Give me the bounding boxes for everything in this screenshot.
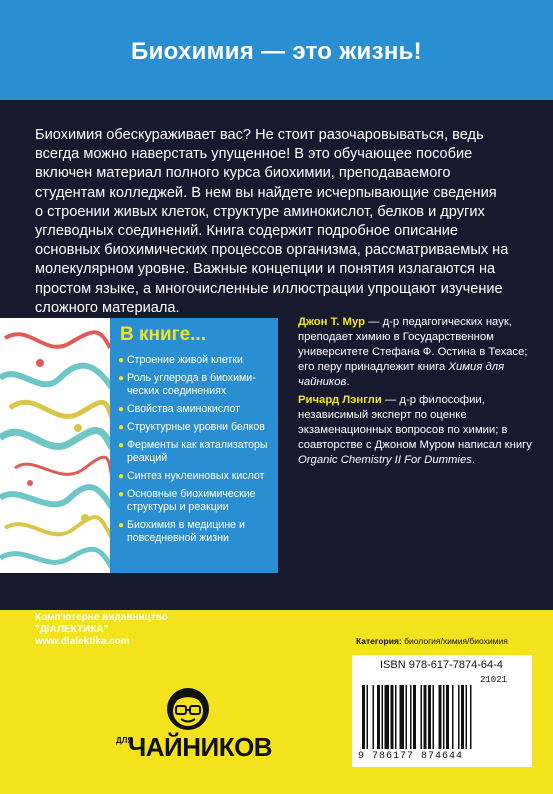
list-item-label: Ферменты как катализаторы реакций bbox=[127, 439, 268, 464]
bullet-icon: ● bbox=[118, 373, 125, 384]
bullet-icon: ● bbox=[118, 404, 125, 415]
author-bio-tail: . bbox=[346, 376, 350, 388]
author-book-title: Химия для чайников bbox=[298, 361, 505, 388]
bullet-icon: ● bbox=[118, 422, 125, 433]
barcode-box bbox=[352, 655, 532, 767]
description-line: молекулярном уровне. Важные концепции и понятия излагаются на bbox=[35, 261, 496, 278]
description-line: сложного материала. bbox=[35, 299, 180, 316]
author-bio bbox=[298, 315, 533, 390]
list-item bbox=[118, 439, 273, 465]
list-item-label: Основные биохимические структуры и реакции bbox=[127, 488, 256, 513]
list-item-label: Роль углерода в биохими-ческих соединениях bbox=[127, 372, 256, 397]
authors-block bbox=[298, 315, 533, 471]
description-line: о строении живых клеток, структуре аминокислот, белков и других bbox=[35, 203, 485, 220]
list-item-label: Структурные уровни белков bbox=[127, 421, 265, 433]
description-line: углеводных соединений. Книга содержит подробное описание bbox=[35, 223, 459, 240]
description-line: студентам колледжей. В нем вы найдете исчерпывающие сведения bbox=[35, 184, 497, 201]
description bbox=[35, 126, 525, 318]
author-bio-tail: . bbox=[471, 454, 476, 466]
price-code: 21021 bbox=[480, 675, 508, 685]
bullet-icon: ● bbox=[118, 489, 125, 500]
description-line: включен материал полного курса биохимии, преподаваемого bbox=[35, 165, 451, 182]
list-item bbox=[118, 372, 273, 398]
logo-name: ЧАЙНИКОВ bbox=[128, 732, 273, 762]
description-line: простом языке, а многочисленные иллюстрации упрощают изучение bbox=[35, 280, 503, 297]
list-item bbox=[118, 519, 273, 545]
list-item-label: Синтез нуклеиновых кислот bbox=[127, 470, 265, 482]
bullet-icon: ● bbox=[118, 440, 125, 451]
list-item bbox=[118, 470, 273, 483]
category-line bbox=[356, 636, 508, 646]
author-name: Джон Т. Мур bbox=[298, 316, 365, 328]
list-item bbox=[118, 488, 273, 514]
in-book-list bbox=[118, 354, 273, 550]
list-item bbox=[118, 421, 273, 434]
bullet-icon: ● bbox=[118, 520, 125, 531]
author-book-title: Organic Chemistry II For Dummies bbox=[298, 454, 472, 466]
barcode-icon bbox=[362, 685, 522, 749]
dummies-face-icon bbox=[163, 686, 213, 732]
bullet-icon: ● bbox=[118, 471, 125, 482]
page-title: Биохимия — это жизнь! bbox=[131, 38, 422, 65]
protein-molecule-illustration bbox=[0, 318, 112, 573]
description-line: Биохимия обескураживает вас? Не стоит разочаровываться, ведь bbox=[35, 127, 484, 143]
isbn-text: ISBN 978-617-7874-64-4 bbox=[380, 659, 503, 671]
publisher-line: Комп'ютерне видавництво bbox=[35, 612, 168, 623]
list-item-label: Свойства аминокислот bbox=[127, 403, 240, 415]
list-item-label: Биохимия в медицине и повседневной жизни bbox=[127, 519, 245, 544]
author-bio bbox=[298, 393, 533, 468]
description-line: всегда можно наверстать упущенное! В это обучающее пособие bbox=[35, 146, 473, 163]
list-item-label: Строение живой клетки bbox=[127, 354, 243, 366]
bullet-icon: ● bbox=[118, 355, 125, 366]
in-book-panel bbox=[110, 318, 278, 573]
description-line: основных биохимическиx процессов организма, рассматриваемых на bbox=[35, 242, 509, 259]
author-bio-text: — д-р философии, независимый эксперт по оценке экзаменационных вопросов по химии; в соавторстве с Джоном Муром написал книгу bbox=[298, 394, 532, 451]
list-item bbox=[118, 354, 273, 367]
dummies-logo bbox=[108, 686, 273, 766]
category-value: биология/химия/биохимия bbox=[404, 636, 508, 646]
barcode-number: 9 786177 874644 bbox=[358, 751, 464, 762]
publisher-info bbox=[35, 612, 168, 648]
category-label: Категория: bbox=[356, 636, 402, 646]
author-name: Ричард Лэнгли bbox=[298, 394, 382, 406]
publisher-url: www.dialektika.com bbox=[35, 636, 130, 647]
publisher-line: "ДІАЛЕКТИКА" bbox=[35, 624, 109, 635]
logo-prefix: ДЛЯ bbox=[116, 736, 134, 745]
list-item bbox=[118, 403, 273, 416]
in-book-title: В книге... bbox=[120, 324, 206, 345]
author-bio-text: — д-р педагогических наук, преподает химию в Государственном университете Стефана Ф. Остина в Техасе; его перу принадлежит книга bbox=[298, 316, 528, 373]
